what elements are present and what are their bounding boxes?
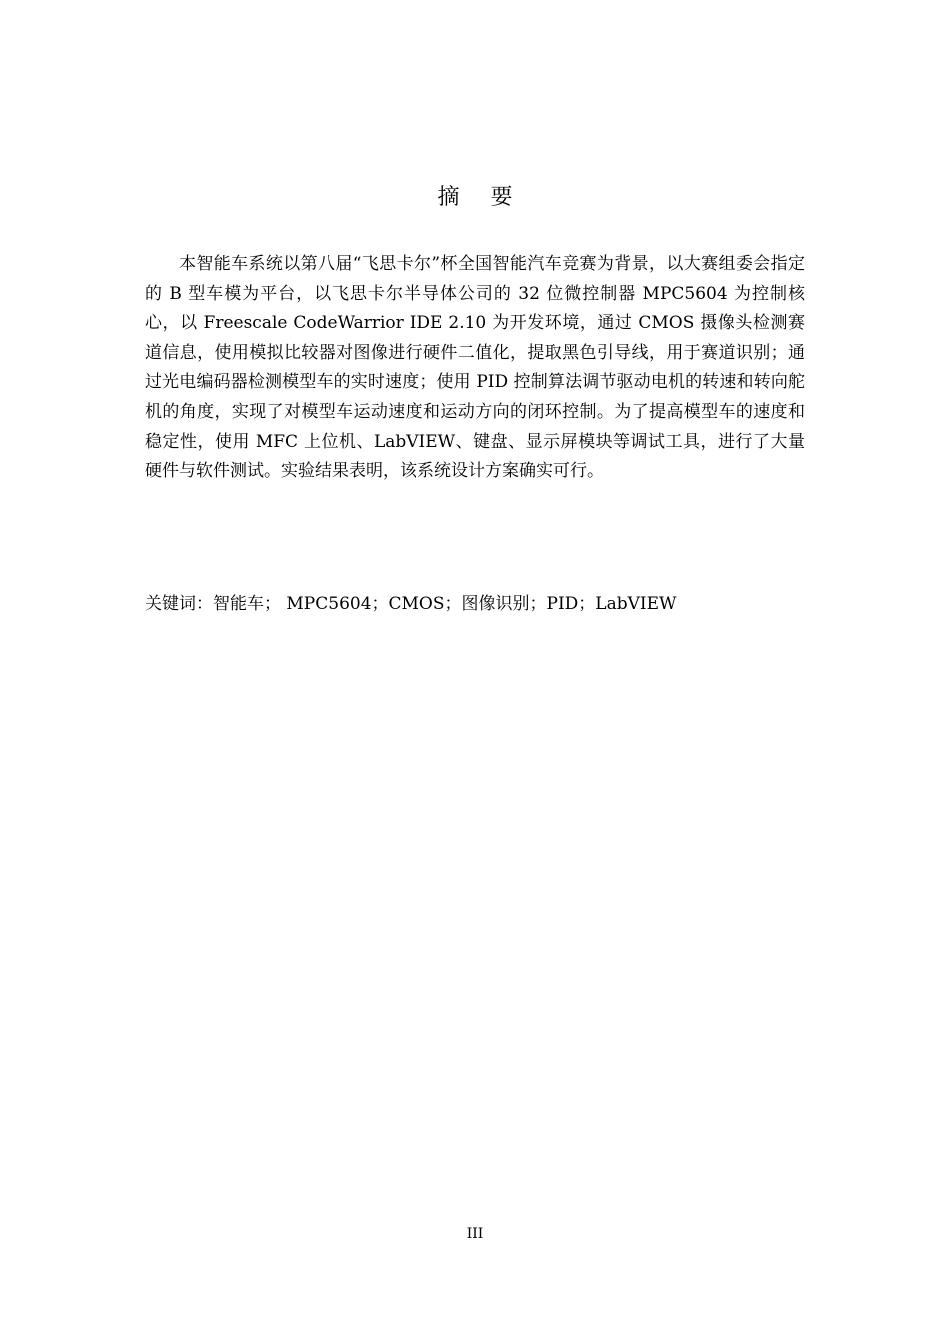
keywords-label: 关键词： (145, 594, 213, 614)
abstract-paragraph: 本智能车系统以第八届“飞思卡尔”杯全国智能汽车竞赛为背景，以大赛组委会指定的 B 型车模为平台，以飞思卡尔半导体公司的 32 位微控制器 MPC5604 为控制核心，以 Freescale CodeWarrior IDE 2.10 为开发环境，通过 CMOS 摄像头检测赛道信息，使用模拟比较器对图像进行硬件二值化，提取黑色引导线，用于赛道识别；通过光电编码器检测模型车的实时速度；使用 PID 控制算法调节驱动电机的转速和转向舵机的角度，实现了对模型车运动速度和运动方向的闭环控制。为了提高模型车的速度和稳定性，使用 MFC 上位机、LabVIEW、键盘、显示屏模块等调试工具，进行了大量硬件与软件测试。实验结果表明，该系统设计方案确实可行。 (145, 254, 805, 482)
keywords-text: 智能车； MPC5604；CMOS；图像识别；PID；LabVIEW (213, 594, 677, 614)
abstract-body (145, 250, 805, 487)
page-number: III (466, 1226, 484, 1242)
keywords-line (145, 590, 805, 618)
abstract-title: 摘 要 (437, 185, 525, 210)
